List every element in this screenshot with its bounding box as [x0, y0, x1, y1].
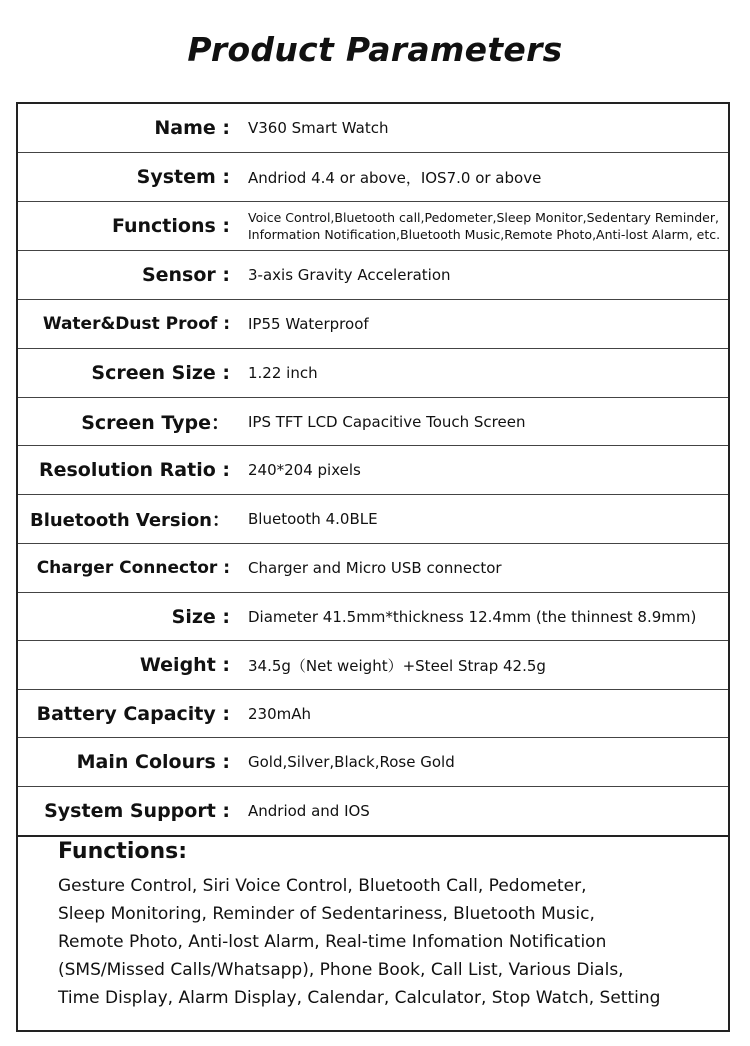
- spec-label: Size :: [171, 605, 230, 628]
- functions-line: (SMS/Missed Calls/Whatsapp), Phone Book, Call List, Various Dials,: [58, 960, 624, 980]
- spec-value: 240*204 pixels: [248, 461, 361, 479]
- spec-value: Gold,Silver,Black,Rose Gold: [248, 753, 455, 771]
- spec-label: Battery Capacity :: [36, 702, 230, 725]
- spec-value: 230mAh: [248, 704, 312, 723]
- spec-row-screen-size: [18, 348, 728, 397]
- spec-label: Sensor :: [141, 264, 230, 286]
- spec-row-sensor: [18, 250, 728, 299]
- functions-section: [16, 833, 730, 1032]
- spec-row-weight: [18, 640, 728, 689]
- spec-label: System :: [136, 166, 230, 188]
- spec-label: Charger Connector :: [36, 558, 230, 578]
- spec-label: Name :: [154, 117, 230, 139]
- spec-row-system-support: [18, 786, 728, 835]
- spec-value: V360 Smart Watch: [248, 119, 389, 137]
- spec-label: Weight :: [139, 654, 230, 676]
- spec-row-bluetooth-version: [18, 494, 728, 543]
- spec-row-screen-type: [18, 397, 728, 445]
- spec-row-name: [18, 104, 728, 152]
- functions-line: Remote Photo, Anti-lost Alarm, Real-time Infomation Notification: [58, 932, 607, 952]
- spec-label: Screen Type：: [81, 412, 230, 434]
- spec-label: System Support :: [44, 800, 230, 822]
- spec-value: Andriod and IOS: [248, 802, 370, 820]
- spec-value: Voice Control,Bluetooth call,Pedometer,Sleep Monitor,Sedentary Reminder, Information Notification,Bluetooth Music,Remote Photo,Anti-lost Alarm, etc.: [248, 210, 721, 242]
- spec-value: Andriod 4.4 or above，IOS7.0 or above: [248, 168, 542, 187]
- functions-heading: Functions:: [58, 839, 188, 864]
- spec-value: 34.5g（Net weight）+Steel Strap 42.5g: [248, 656, 546, 675]
- spec-label: Main Colours :: [76, 751, 230, 773]
- spec-row-battery-capacity: [18, 689, 728, 737]
- spec-label: Bluetooth Version：: [29, 510, 230, 531]
- functions-line: Sleep Monitoring, Reminder of Sedentariness, Bluetooth Music,: [58, 904, 595, 924]
- functions-line: Gesture Control, Siri Voice Control, Bluetooth Call, Pedometer,: [58, 876, 587, 896]
- spec-row-water-dust-proof: [18, 299, 728, 348]
- spec-value: 1.22 inch: [248, 364, 318, 382]
- spec-label: Water&Dust Proof :: [42, 314, 230, 334]
- spec-value: IPS TFT LCD Capacitive Touch Screen: [248, 412, 526, 431]
- spec-label: Screen Size :: [91, 362, 230, 384]
- spec-value: Charger and Micro USB connector: [248, 559, 502, 577]
- spec-value: Diameter 41.5mm*thickness 12.4mm (the thinnest 8.9mm): [248, 607, 697, 626]
- spec-value: IP55 Waterproof: [248, 315, 369, 333]
- spec-row-system: [18, 152, 728, 201]
- spec-row-functions: [18, 201, 728, 250]
- spec-row-main-colours: [18, 737, 728, 786]
- spec-label: Resolution Ratio :: [38, 459, 230, 481]
- page-title: Product Parameters: [187, 30, 563, 69]
- spec-row-resolution-ratio: [18, 445, 728, 494]
- spec-row-size: [18, 592, 728, 640]
- spec-table: [16, 102, 730, 837]
- functions-line: Time Display, Alarm Display, Calendar, Calculator, Stop Watch, Setting: [58, 988, 661, 1008]
- spec-value: Bluetooth 4.0BLE: [248, 510, 378, 528]
- spec-value: 3-axis Gravity Acceleration: [248, 266, 451, 284]
- spec-row-charger-connector: [18, 543, 728, 592]
- spec-label: Functions :: [111, 215, 230, 237]
